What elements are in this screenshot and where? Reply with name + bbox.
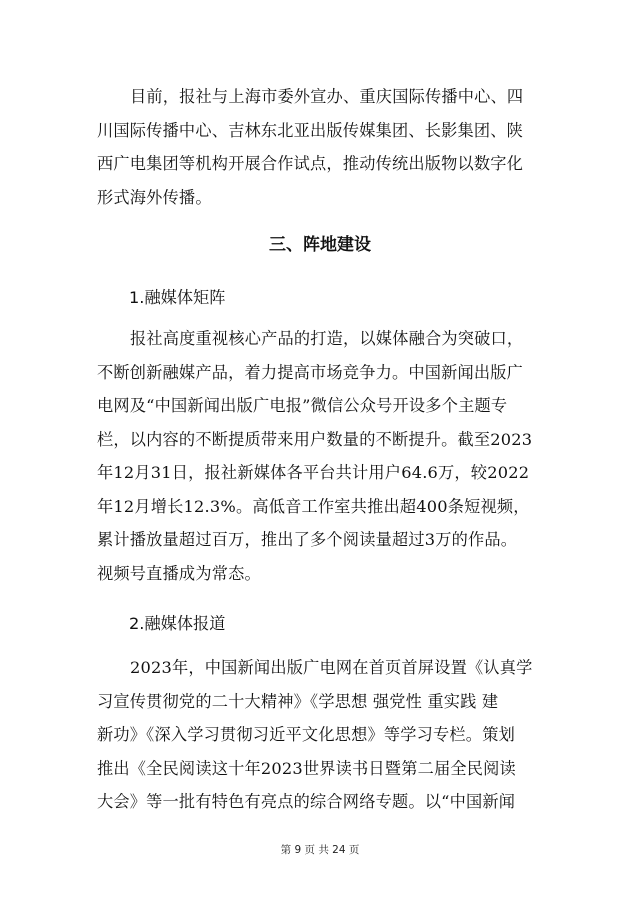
paragraph-line: 推出《全民阅读这十年2023世界读书日暨第二届全民阅读 (97, 758, 516, 778)
paragraph-line: 新功》《深入学习贯彻习近平文化思想》等学习专栏。策划 (97, 725, 515, 744)
paragraph-line: 形式海外传播。 (97, 187, 212, 207)
paragraph-line: 川国际传播中心、吉林东北亚出版传媒集团、长影集团、陕 (97, 120, 524, 140)
subheading-media-matrix: 1.融媒体矩阵 (129, 288, 226, 307)
paragraph-line: 大会》等一批有特色有亮点的综合网络专题。以“中国新闻 (97, 792, 516, 811)
paragraph-line: 西广电集团等机构开展合作试点，推动传统出版物以数字化 (97, 154, 524, 173)
page-number-footer: 第 9 页 共 24 页 (280, 844, 360, 856)
paragraph-line: 电网及“中国新闻出版广电报”微信公众号开设多个主题专 (97, 396, 508, 415)
paragraph-line: 不断创新融媒产品，着力提高市场竞争力。中国新闻出版广 (97, 362, 524, 382)
paragraph-media-matrix (97, 322, 546, 590)
paragraph-line: 视频号直播成为常态。 (97, 563, 261, 583)
subheading-media-reporting: 2.融媒体报道 (129, 614, 226, 633)
paragraph-line: 年12月增长12.3%。高低音工作室共推出超400条短视频， (97, 496, 530, 516)
paragraph-line: 年12月31日，报社新媒体各平台共计用户64.6万，较2022 (97, 463, 530, 482)
paragraph-partner-pilots (97, 80, 546, 214)
paragraph-line: 栏，以内容的不断提质带来用户数量的不断提升。截至2023 (97, 429, 533, 449)
paragraph-media-reporting (97, 651, 546, 819)
paragraph-line: 习宣传贯彻党的二十大精神》《学思想 强党性 重实践 建 (97, 691, 499, 711)
paragraph-line: 报社高度重视核心产品的打造，以媒体融合为突破口， (130, 329, 524, 348)
paragraph-line: 2023年，中国新闻出版广电网在首页首屏设置《认真学 (130, 658, 533, 677)
paragraph-line: 目前，报社与上海市委外宣办、重庆国际传播中心、四 (130, 87, 524, 106)
section-heading: 三、阵地建设 (269, 235, 371, 255)
paragraph-line: 累计播放量超过百万，推出了多个阅读量超过3万的作品。 (97, 530, 518, 549)
